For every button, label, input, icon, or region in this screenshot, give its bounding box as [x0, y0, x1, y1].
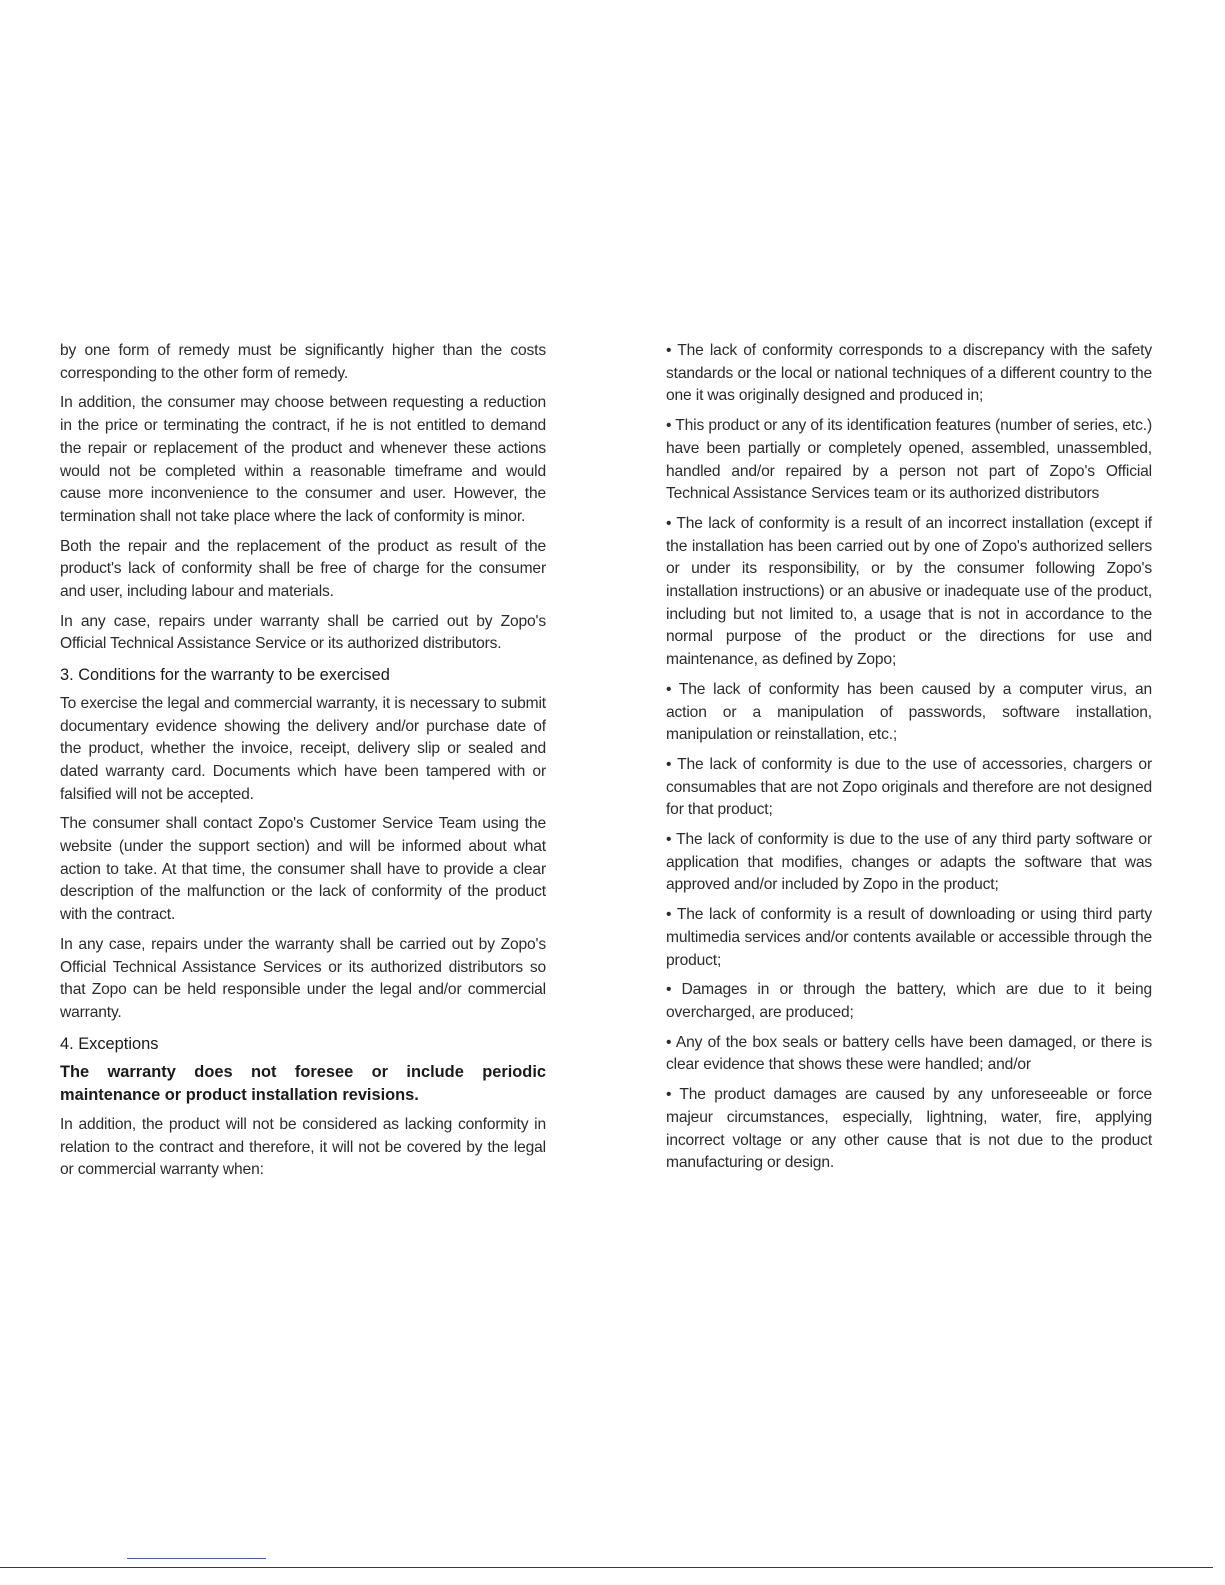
- bottom-divider: [0, 1567, 1213, 1568]
- paragraph-maintenance-bold: The warranty does not foresee or include periodic maintenance or product installation revisions.: [60, 1063, 546, 1105]
- exception-bullet: • The lack of conformity is a result of an incorrect installation (except if the installation has been carried out by one of Zopo's authorized sellers or under its responsibility, or by the consumer following Zopo's installation instructions) or an abusive or inadequate use of the product, including but not limited to, a usage that is not in accordance to the normal purpose of the product or the directions for use and maintenance, as defined by Zopo;: [666, 514, 1152, 669]
- bottom-link-underline: [127, 1558, 266, 1559]
- section-heading-exceptions: 4. Exceptions: [60, 1034, 159, 1053]
- exception-bullet: • The lack of conformity corresponds to a discrepancy with the safety standards or the local or national techniques of a different country to the one it was originally designed and produced in;: [666, 342, 1152, 405]
- paragraph-repairs-service: In any case, repairs under warranty shall be carried out by Zopo's Official Technical Assistance Service or its authorized distributors.: [60, 612, 546, 653]
- exception-bullet: • The lack of conformity is due to the use of any third party software or application that modifies, changes or adapts the software that was approved and/or included by Zopo in the product;: [666, 831, 1152, 894]
- exception-bullet: • The product damages are caused by any unforeseeable or force majeur circumstances, especially, lightning, water, fire, applying incorrect voltage or any other cause that is not due to the product manufacturing or design.: [666, 1086, 1152, 1172]
- exception-bullet: • Any of the box seals or battery cells have been damaged, or there is clear evidence that shows these were handled; and/or: [666, 1033, 1152, 1074]
- exception-bullet: • Damages in or through the battery, which are due to it being overcharged, are produced;: [666, 981, 1152, 1021]
- paragraph-price-reduction: In addition, the consumer may choose between requesting a reduction in the price or terminating the contract, if he is not entitled to demand the repair or replacement of the product and whenever these actions would not be completed within a reasonable timeframe and would cause more inconvenience to the consumer and user. However, the termination shall not take place where the lack of conformity is minor.: [60, 394, 546, 525]
- left-column: [60, 340, 546, 1189]
- right-column: [666, 340, 1152, 1182]
- paragraph-free-of-charge: Both the repair and the replacement of the product as result of the product's lack of conformity shall be free of charge for the consumer and user, including labour and materials.: [60, 537, 546, 601]
- paragraph-documentary-evidence: To exercise the legal and commercial warranty, it is necessary to submit documentary evidence showing the delivery and/or purchase date of the product, whether the invoice, receipt, delivery slip or sealed and dated warranty card. Documents which have been tampered with or falsified will not be accepted.: [60, 694, 546, 803]
- exception-bullet: • The lack of conformity has been caused by a computer virus, an action or a manipulation of passwords, software installation, manipulation or reinstallation, etc.;: [666, 680, 1152, 744]
- exception-bullet: • This product or any of its identification features (number of series, etc.) have been partially or completely opened, assembled, unassembled, handled and/or repaired by a person not part of Zopo's Official Technical Assistance Services team or its authorized distributors: [666, 417, 1152, 503]
- paragraph-repairs-warranty: In any case, repairs under the warranty shall be carried out by Zopo's Official Technical Assistance Services or its authorized distributors so that Zopo can be held responsible under the legal and/or commercial warranty.: [60, 935, 546, 1021]
- paragraph-exceptions-intro: In addition, the product will not be considered as lacking conformity in relation to the contract and therefore, it will not be covered by the legal or commercial warranty when:: [60, 1115, 546, 1179]
- exception-bullet: • The lack of conformity is a result of downloading or using third party multimedia services and/or contents available or accessible through the product;: [666, 906, 1152, 969]
- paragraph-customer-service: The consumer shall contact Zopo's Customer Service Team using the website (under the support section) and will be informed about what action to take. At that time, the consumer shall have to provide a clear description of the malfunction or the lack of conformity of the product with the contract.: [60, 815, 546, 924]
- paragraph-remedy-costs: by one form of remedy must be significantly higher than the costs corresponding to the other form of remedy.: [60, 342, 546, 382]
- section-heading-conditions: 3. Conditions for the warranty to be exercised: [60, 666, 390, 685]
- exception-bullet: • The lack of conformity is due to the use of accessories, chargers or consumables that are not Zopo originals and therefore are not designed for that product;: [666, 755, 1152, 819]
